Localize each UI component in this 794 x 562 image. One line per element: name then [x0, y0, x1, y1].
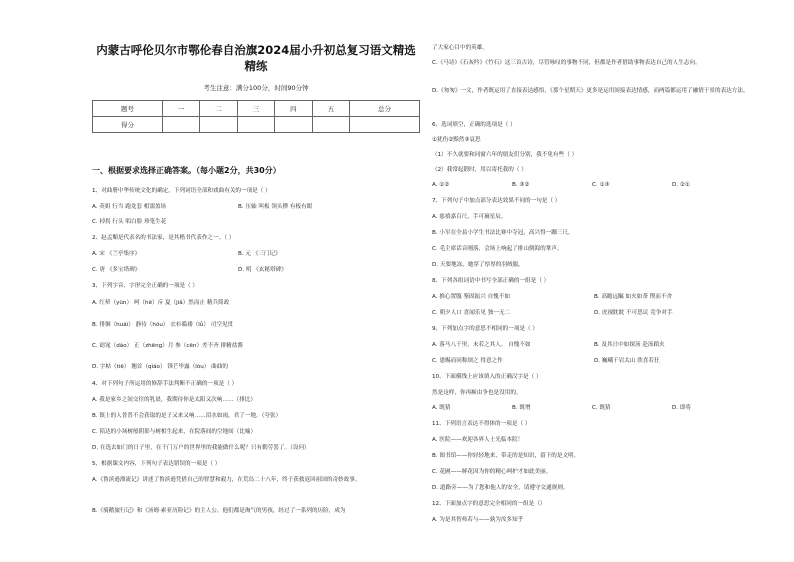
- option-line: C. 唐 《多宝塔碑》: [92, 267, 141, 273]
- option-line: B. 图书馆——你轻轻地来，带走的是知识，留下的是文明。: [432, 453, 580, 459]
- score-table-score-row: [93, 117, 420, 133]
- question-line: 1、对曲册中华传统文化的确定，下列词语全部和戏曲有关的一项是（ ）: [92, 188, 271, 194]
- score-cell[interactable]: [162, 117, 199, 133]
- option-line: B. 压轴 叫板 领头撵 有板有眼: [238, 204, 313, 210]
- option-line: B. 小军在全县小学生书法比赛中夺冠，高兴得一蹦三尺。: [432, 230, 574, 236]
- option-line: D. 巍峨千岩太山 欣喜若狂: [594, 358, 660, 364]
- option-line: D. 道路旁——为了您和他人的安全，请遵守交通规则。: [432, 485, 569, 491]
- section-heading: 一、根据要求选择正确答案。（每小题2分，共30分）: [92, 166, 281, 175]
- option-line: D. 在选去如门的日子里，在千门万户的世界里的我能做什么呢？只有勤劳罢了。（设问）: [92, 445, 310, 451]
- option-line: C. 窈窕（dào） 正（zhēng）月 参（cēn）差不齐 排精盐酱: [92, 343, 243, 349]
- option-line: B.《骑鹅旅行记》和《汤姆·索亚历险记》的主人公，他们都是淘气的男孩，经过了一系列的历险，成为: [92, 508, 346, 514]
- question-line: 12、下面加点字的意思完全相同的一组是（）: [432, 501, 546, 507]
- option-line: B. 既增: [512, 405, 531, 411]
- option-line: A. 推心置腹 鉴固振兴 自愧不如: [432, 294, 510, 300]
- header-cell: 一: [162, 101, 199, 117]
- question-line: 5、根据课文内容，下列句子表达错误的一项是（ ）: [92, 461, 221, 467]
- option-line: D. 虎视眈眈 不可思议 竞争对手: [594, 310, 673, 316]
- question-line: 然是这样，你再厮由争也是没用的。: [432, 390, 522, 396]
- option-line: C. 陪达的小场树般阴影与树相生起来，在院落间的空地间（比喻）: [92, 429, 257, 435]
- option-line: B. 高瞻远瞩 如火如荼 锲而不舍: [594, 294, 673, 300]
- question-line: （2）我常起锻时，用以寄托我的（ ）: [432, 167, 527, 173]
- option-line: C. ①③: [592, 182, 610, 188]
- option-line: C. 朝夕人口 喜闻乐见 独一无二: [432, 310, 511, 316]
- question-line: 11、下列语言表达不得体的一项是（ ）: [432, 421, 531, 427]
- score-table-header-row: [93, 101, 420, 117]
- option-line: C. 掉拐 行头 唱白脸 珍笔生花: [92, 219, 167, 225]
- header-cell: 二: [200, 101, 237, 117]
- option-line: A. 红晕（yūn） 呵（hē）斥 夏（jiǎ）然而止 精兵简政: [92, 300, 230, 306]
- option-line: A. 我是家乡之间交往的乳晨，我期待你是太阳又次响……（排比）: [92, 397, 256, 403]
- option-line: A. 慈禧嘉百尺，手可摘星辰。: [432, 214, 507, 220]
- option-line: A. 宋 《兰亭集序》: [92, 251, 141, 257]
- row-label: 得分: [93, 117, 163, 133]
- header-cell: 四: [275, 101, 312, 117]
- question-line: 9、下列加点字的意思不相同的一项是（ ）: [432, 326, 539, 332]
- option-line: A. 落马八千里，未若之其人。 自愧不如: [432, 342, 531, 348]
- option-line: A.《鲁滨逊漂流记》讲述了鲁滨逊凭借自己的智慧和毅力，在荒岛二十八年，终于获救返回祖国的奇妙故事。: [92, 477, 361, 483]
- option-line: D. 天要地冻，她穿了厚厚的羽绒服。: [432, 262, 524, 268]
- score-cell[interactable]: [350, 117, 420, 133]
- option-line: C.《马诗》《石灰吟》《竹石》这三首古诗，尽管咏叹的事物不同，但都是作者借助事物表达自己的人生志向。: [432, 60, 701, 66]
- question-line: 3、下列字音、字形完全正确的一项是（ ）: [92, 283, 199, 289]
- option-line: B. 徘徊（huái） 静待（hǒu） 衣衫褴褛（lǚ） 司空见贯: [92, 322, 234, 328]
- option-line: C. 毛主席话音刚落，会场上响起了排山倒海的掌声。: [432, 246, 563, 252]
- header-cell: 总分: [350, 101, 420, 117]
- question-line: 6、选词填空，正确的选项是（ ）: [432, 122, 516, 128]
- option-line: C. 既猜: [592, 405, 611, 411]
- option-line: D. 明 《玄秘塔碑》: [238, 267, 287, 273]
- question-line: 7、下列句子中加点部分表达效果不同的一句是（ ）: [432, 198, 561, 204]
- question-line: （1）不久就要和同窗六年的朋友们分别，我不免有些（ ）: [432, 152, 578, 158]
- option-line: A. 医院——欢迎各界人士光临本院！: [432, 437, 524, 443]
- option-line: B. ③②: [512, 182, 530, 188]
- option-line: D.《匆匆》一文，作者既运用了直接表达感悟，《那个星期天》更多是运用间接表达情感，而两篇都运用了融情于景的表达方法。: [432, 88, 749, 94]
- exam-note: 考生注意：满分100分，时间90分钟: [203, 84, 309, 92]
- score-table: [92, 100, 420, 133]
- header-cell: 五: [312, 101, 349, 117]
- score-cell[interactable]: [312, 117, 349, 133]
- question-line: ①犹伤②黯然③哀思: [432, 137, 481, 143]
- question-line: 2、赵孟頫是代表名的书法家，是其楷书代表作之一。（ ）: [92, 235, 235, 241]
- question-line: 8、下列各组词语中书写全部正确的一组是（ ）: [432, 278, 550, 284]
- option-line: D. 字帖（tiē） 翘首（qiáo） 锋芒毕露（lòu） 曲曲的: [92, 364, 228, 370]
- option-line: A. 为是其智弗若与——孰为汝多知乎: [432, 517, 524, 523]
- score-cell[interactable]: [200, 117, 237, 133]
- document-title: 内蒙古呼伦贝尔市鄂伦春自治旗2024届小升初总复习语文精选精练: [96, 43, 416, 73]
- score-cell[interactable]: [275, 117, 312, 133]
- option-line: A. 既猜: [432, 405, 451, 411]
- option-line: D. 即将: [672, 405, 692, 411]
- header-cell: 三: [237, 101, 274, 117]
- option-line: C. 花圃——鲜花因为你的精心呵护才如此美丽。: [432, 469, 552, 475]
- option-line: B. 及其日中如探汤 赴汤蹈火: [594, 342, 665, 348]
- score-cell[interactable]: [237, 117, 274, 133]
- option-line: B. 元 《三门记》: [238, 251, 281, 257]
- option-line: B. 镇上的人普普不会获取的是子又来又响……泪水如雨，君了一地。（夸张）: [92, 413, 282, 419]
- option-line: D. ②①: [672, 182, 690, 188]
- question-line: 4、对下列句子所运用的修辞手法判断不正确的一项是（ ）: [92, 381, 238, 387]
- header-cell: 题号: [93, 101, 163, 117]
- option-line: A. ①②: [432, 182, 450, 188]
- question-line: 10、下面横线上应该填入的正确汉字是（ ）: [432, 374, 542, 380]
- option-line: C. 恩赐而同称颂之 得意之作: [432, 358, 503, 364]
- question-line: 了大家心目中的英雄。: [432, 45, 488, 51]
- option-line: A. 英姐 行当 跑龙套 相濡盈场: [92, 204, 167, 210]
